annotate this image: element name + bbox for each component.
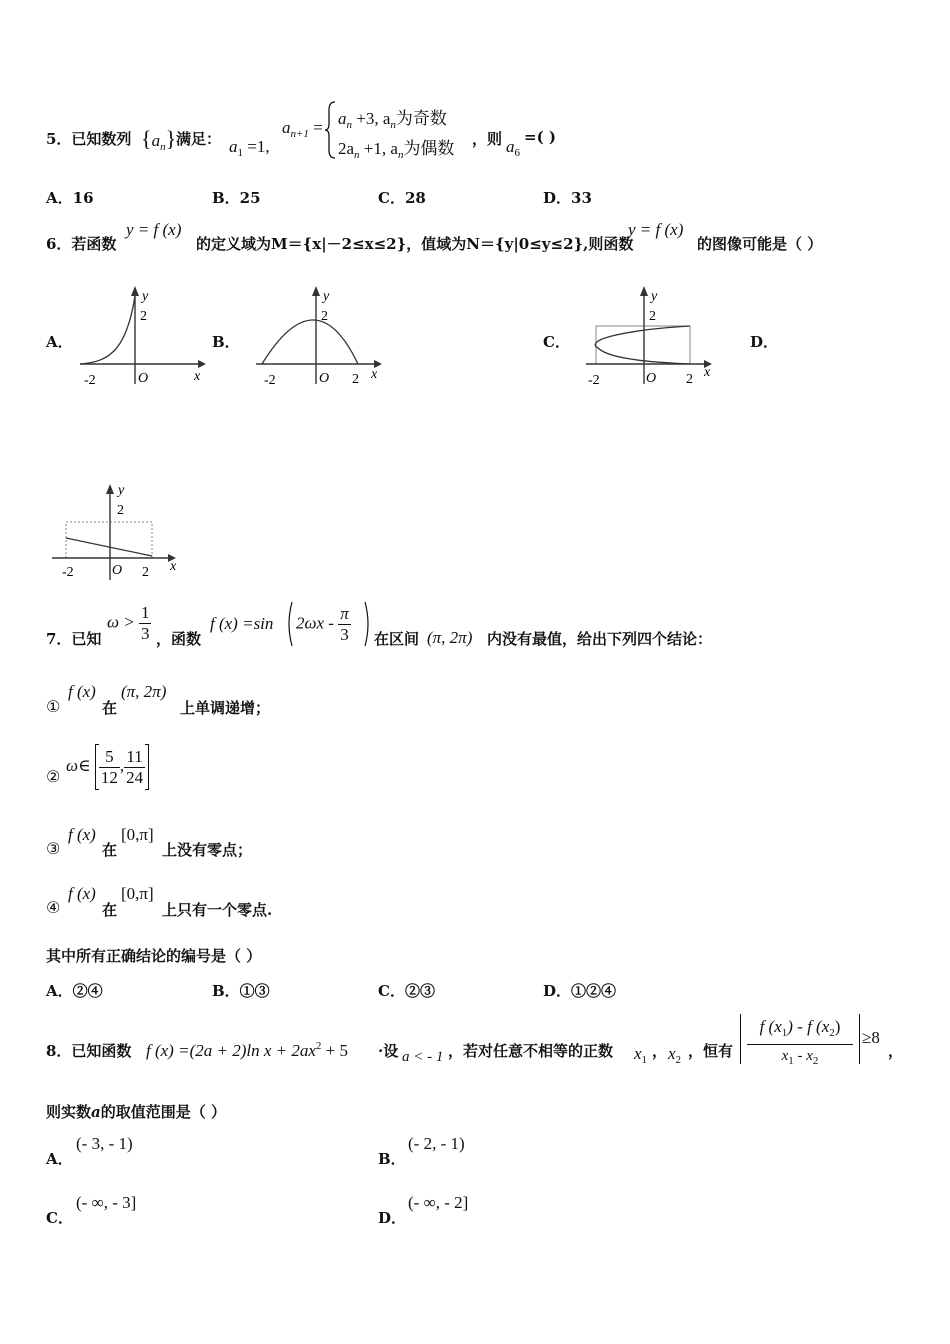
statement-4-set: [0,π] [121,884,154,903]
statement-3-mark: ③ [46,839,61,858]
q7-inner: 2ωx - $\frac{\pi}{3}$ [296,604,349,644]
q8-abs-fraction [740,1014,860,1067]
statement-1-set: (π, 2π) [121,682,167,701]
q8-cond: a < - 1 [402,1049,444,1065]
statement-1-zai: 在 [102,699,118,717]
statement-2-mark: ② [46,767,61,786]
y-label: y [323,289,330,304]
q8-fx: f (x) =(2a + 2)ln $x + 2ax^2 + 5$ [146,1040,348,1060]
q7-func-word: ，函数 [156,630,202,648]
statement-4-fx: f (x) [68,884,96,903]
q8-option-a[interactable]: A． [46,1150,73,1168]
q8-heng: ，恒有 [688,1042,734,1060]
q6-func: y = f (x) [126,220,182,239]
tick-neg2: -2 [264,373,276,388]
q5-option-a[interactable]: A．16 [46,189,94,207]
q8-option-a-value: (- 3, - 1) [76,1134,133,1153]
tick-pos2: 2 [686,372,693,387]
statement-4-zai: 在 [102,901,118,919]
origin: O [319,371,330,386]
statement-4-text: 上只有一个零点. [162,901,273,919]
origin: O [138,371,149,386]
q6-option-d[interactable]: D． [750,333,779,351]
q5-a1: $a_1 =1$, [229,137,270,159]
statement-1-mark: ① [46,697,61,716]
q6-option-a[interactable]: A． [46,333,73,351]
statement-1-fx: f (x) [68,682,96,701]
x-label: x [194,369,201,384]
q7-paren-right [363,600,371,652]
graph-d[interactable] [48,482,188,588]
tick-pos2: 2 [352,372,359,387]
q5-a6: $a_6$ [506,137,520,159]
q7-omega-cond: ω > $\frac{1}{3}$ [107,603,150,643]
q5-an1: $a_{n+1}$ = [282,118,323,140]
statement-1-text: 上单调递增； [180,699,271,717]
y-label: y [142,289,149,304]
q8-mid: ，若对任意不相等的正数 [448,1042,614,1060]
q6-label: 6．若函数 [46,235,117,253]
q8-denominator: $x_1 - x_2$ [781,1048,819,1067]
q8-ge: ≥8 [862,1028,880,1047]
q8-option-b-value: (- 2, - 1) [408,1134,465,1153]
tick-2: 2 [321,309,328,324]
q7-option-a[interactable]: A．②④ [46,982,103,1000]
q8-x2: $x_2$ [668,1044,682,1066]
q5-case2: $2a_n +1$, $a_n$为偶数 [338,139,455,161]
q7-label: 7．已知 [46,630,102,648]
q8-option-c-value: (- ∞, - 3] [76,1193,137,1212]
graph-a[interactable] [76,284,211,390]
q8-option-c[interactable]: C． [46,1209,73,1227]
tick-2: 2 [140,309,147,324]
tick-neg2: -2 [588,373,600,388]
statement-3-text: 上没有零点； [162,841,253,859]
q5-option-b[interactable]: B．25 [212,189,261,207]
tick-pos2: 2 [142,565,149,580]
q7-interval: (π, 2π) [427,628,473,647]
tick-neg2: -2 [62,565,74,580]
q7-option-d[interactable]: D．①②④ [543,982,617,1000]
q6-option-c[interactable]: C． [543,333,570,351]
q5-satisfy: 满足： [176,130,222,148]
q6-end: 的图像可能是（ ） [697,235,823,253]
tick-neg2: -2 [84,373,96,388]
q7-option-c[interactable]: C．②③ [378,982,435,1000]
q6-mid: 的定义域为M＝{x|－2≤x≤2}，值域为N＝{y|0≤y≤2},则函数 [196,235,634,253]
q5-stem [46,128,131,149]
q7-rest: 内没有最值，给出下列四个结论： [487,630,713,648]
q6-func2: y = f (x) [628,220,684,239]
q5-case1: $a_n +3$, $a_n$为奇数 [338,109,447,131]
y-label: y [118,483,125,498]
statement-2-body: ω∈ $\frac{5}{12}$ , $\frac{11}{24}$ [66,744,149,790]
tick-2: 2 [649,309,656,324]
tick-2: 2 [117,503,124,518]
q8-line2: 则实数a的取值范围是（ ） [46,1103,226,1121]
graph-b[interactable] [254,284,389,390]
q7-option-b[interactable]: B．①③ [212,982,270,1000]
q8-numerator: f $(x_1)$ - f $(x_2)$ [747,1016,853,1045]
q5-label: 5．已知数列 [46,130,132,148]
q8-option-d-value: (- ∞, - 2] [408,1193,469,1212]
statement-4-mark: ④ [46,898,61,917]
q8-she: ·设 [378,1042,399,1060]
x-label: x [704,365,711,380]
q5-then: ，则 [472,130,503,148]
x-label: x [170,559,177,574]
origin: O [112,563,123,578]
q5-seq: $\{a_n\}$ [141,126,177,153]
q6-option-b[interactable]: B． [212,333,240,351]
q7-paren-left [286,600,294,652]
q8-end: ， [888,1042,904,1060]
brace-icon [325,100,337,160]
q8-option-d[interactable]: D． [378,1209,407,1227]
y-label: y [651,289,658,304]
q8-comma: ， [652,1042,668,1060]
statement-3-set: [0,π] [121,825,154,844]
q7-question: 其中所有正确结论的编号是（ ） [46,947,262,965]
q7-in-interval: 在区间 [374,630,420,648]
statement-3-zai: 在 [102,841,118,859]
q5-piecewise-brace [325,100,337,164]
q8-option-b[interactable]: B． [378,1150,406,1168]
q7-fx: f (x) =sin [210,614,274,633]
q5-option-c[interactable]: C．28 [378,189,426,207]
q5-paren: =( ) [524,128,556,146]
q5-option-d[interactable]: D．33 [543,189,592,207]
q8-x1: $x_1$ [634,1044,648,1066]
origin: O [646,371,657,386]
graph-c[interactable] [584,284,719,390]
statement-3-fx: f (x) [68,825,96,844]
x-label: x [371,367,378,382]
q8-label: 8．已知函数 [46,1042,132,1060]
